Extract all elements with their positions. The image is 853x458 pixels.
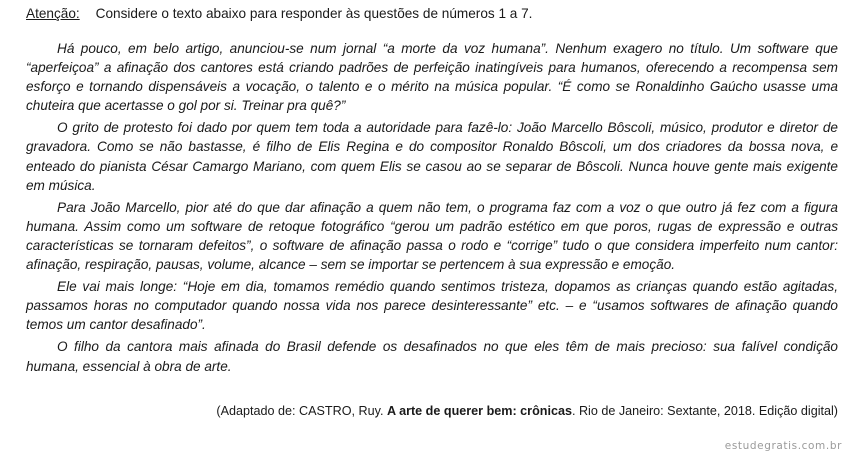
- paragraph-4: Ele vai mais longe: “Hoje em dia, tomamos remédio quando sentimos tristeza, dopamos as crianças quando estão agitadas, passamos horas no computador quando nossa vida nos parece desinteressante” etc. – e “usamos softwares de afinação quando temos um cantor desafinado”.: [26, 279, 838, 333]
- paragraph-2: O grito de protesto foi dado por quem tem toda a autoridade para fazê-lo: João Marcello Bôscoli, músico, produtor e diretor de gravadora. Como se não bastasse, é filho de Elis Regina e do compositor Ronaldo Bôscoli, um dos criadores da bossa nova, e enteado do pianista César Camargo Mariano, com quem Elis se casou ao se separar de Bôscoli. Nunca houve gente mais exigente em música.: [26, 120, 838, 193]
- citation-prefix: (Adaptado de: CASTRO, Ruy.: [216, 404, 387, 418]
- paragraph-5: O filho da cantora mais afinada do Brasil defende os desafinados no que eles têm de mais precioso: sua falível condição humana, essencial à obra de arte.: [26, 339, 838, 374]
- attention-label: Atenção:: [26, 6, 80, 21]
- source-citation: [216, 404, 838, 418]
- citation-suffix: . Rio de Janeiro: Sextante, 2018. Edição digital): [571, 404, 838, 418]
- citation-title: A arte de querer bem: crônicas: [386, 404, 572, 418]
- paragraph-3: Para João Marcello, pior até do que dar afinação a quem não tem, o programa faz com a voz o que outro já fez com a figura humana. Assim como um software de retoque fotográfico “gerou um padrão estético em que poros, rugas de expressão e outras características se tornaram defeitos”, o software de afinação passa o rodo e “corrige” tudo o que considera imperfeito num cantor: afinação, respiração, pausas, volume, alcance – sem se importar se pertencem à sua expressão e emoção.: [26, 199, 838, 273]
- article-text: [26, 39, 838, 379]
- instruction-text: Considere o texto abaixo para responder às questões de números 1 a 7.: [95, 6, 533, 21]
- site-watermark: estudegratis.com.br: [724, 440, 842, 452]
- paragraph-1: Há pouco, em belo artigo, anunciou-se num jornal “a morte da voz humana”. Nenhum exagero no título. Um software que “aperfeiçoa” a afinação dos cantores está criando padrões de perfeição inatingíveis para humanos, oferecendo a recompensa sem esforço e tornando dispensáveis a vocação, o talento e o mérito na música popular. “É como se Ronaldinho Gaúcho usasse uma chuteira que acertasse o gol por si. Treinar pra quê?”: [26, 41, 838, 114]
- instruction-header: [26, 6, 532, 21]
